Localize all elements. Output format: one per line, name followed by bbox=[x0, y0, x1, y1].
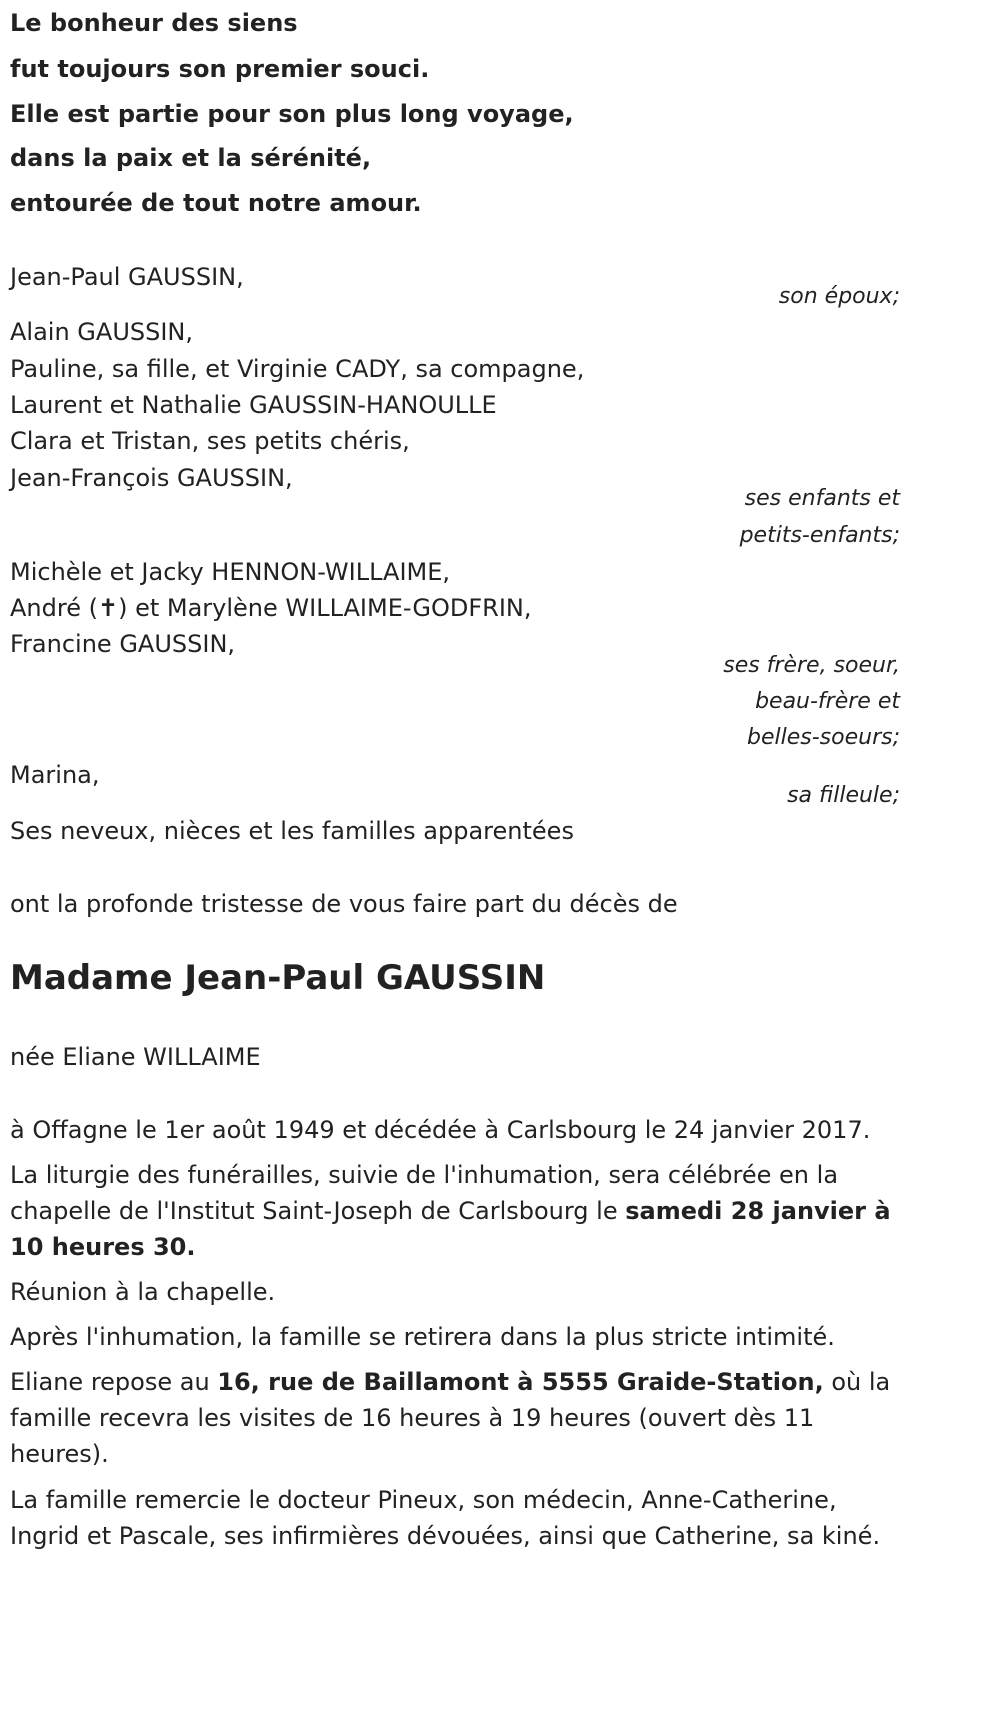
family-member: Alain GAUSSIN, bbox=[10, 318, 194, 346]
announcement-text: ont la profonde tristesse de vous faire part du décès de bbox=[10, 890, 678, 918]
family-member: Jean-François GAUSSIN, bbox=[10, 464, 293, 492]
family-member: Laurent et Nathalie GAUSSIN-HANOULLE bbox=[10, 391, 497, 419]
funeral-date: samedi 28 janvier à bbox=[625, 1197, 891, 1225]
meeting-note: Réunion à la chapelle. bbox=[10, 1278, 276, 1306]
visits-text: Eliane repose au bbox=[10, 1368, 218, 1396]
thanks-line: La famille remercie le docteur Pineux, son médecin, Anne-Catherine, bbox=[10, 1486, 837, 1514]
visits-text: où la bbox=[823, 1368, 891, 1396]
poem-line: dans la paix et la sérénité, bbox=[10, 144, 372, 172]
poem-line: fut toujours son premier souci. bbox=[10, 55, 430, 83]
funeral-time: 10 heures 30. bbox=[10, 1233, 196, 1261]
poem-line: entourée de tout notre amour. bbox=[10, 189, 422, 217]
visits-address: 16, rue de Baillamont à 5555 Graide-Station, bbox=[217, 1368, 824, 1396]
thanks-line: Ingrid et Pascale, ses infirmières dévouées, ainsi que Catherine, sa kiné. bbox=[10, 1522, 881, 1550]
spouse-role: son époux; bbox=[778, 284, 900, 309]
funeral-line: La liturgie des funérailles, suivie de l'inhumation, sera célébrée en la bbox=[10, 1161, 839, 1189]
poem-line: Le bonheur des siens bbox=[10, 9, 298, 37]
family-member: Francine GAUSSIN, bbox=[10, 630, 236, 658]
family-member: Pauline, sa fille, et Virginie CADY, sa compagne, bbox=[10, 355, 585, 383]
goddaughter-name: Marina, bbox=[10, 761, 100, 789]
spouse-name: Jean-Paul GAUSSIN, bbox=[10, 263, 244, 291]
goddaughter-role: sa filleule; bbox=[787, 783, 900, 808]
funeral-line bbox=[10, 1193, 891, 1229]
children-role-line: petits-enfants; bbox=[739, 523, 900, 548]
visits-line: famille recevra les visites de 16 heures à 19 heures (ouvert dès 11 bbox=[10, 1404, 815, 1432]
family-member: Clara et Tristan, ses petits chéris, bbox=[10, 427, 410, 455]
poem-line: Elle est partie pour son plus long voyage, bbox=[10, 100, 574, 128]
siblings-role-line: belles-soeurs; bbox=[747, 725, 900, 750]
family-member: Michèle et Jacky HENNON-WILLAIME, bbox=[10, 558, 451, 586]
siblings-role-line: beau-frère et bbox=[755, 689, 900, 714]
visits-line bbox=[10, 1364, 890, 1400]
visits-line: heures). bbox=[10, 1440, 109, 1468]
maiden-name: née Eliane WILLAIME bbox=[10, 1043, 261, 1071]
children-role-line: ses enfants et bbox=[744, 486, 900, 511]
funeral-text: chapelle de l'Institut Saint-Joseph de Carlsbourg le bbox=[10, 1197, 626, 1225]
extended-family: Ses neveux, nièces et les familles apparentées bbox=[10, 817, 574, 845]
deceased-name: Madame Jean-Paul GAUSSIN bbox=[10, 958, 546, 998]
after-burial-note: Après l'inhumation, la famille se retirera dans la plus stricte intimité. bbox=[10, 1323, 835, 1351]
family-member: André (✝) et Marylène WILLAIME-GODFRIN, bbox=[10, 594, 532, 622]
birth-death-dates: à Offagne le 1er août 1949 et décédée à Carlsbourg le 24 janvier 2017. bbox=[10, 1116, 871, 1144]
siblings-role-line: ses frère, soeur, bbox=[723, 653, 900, 678]
